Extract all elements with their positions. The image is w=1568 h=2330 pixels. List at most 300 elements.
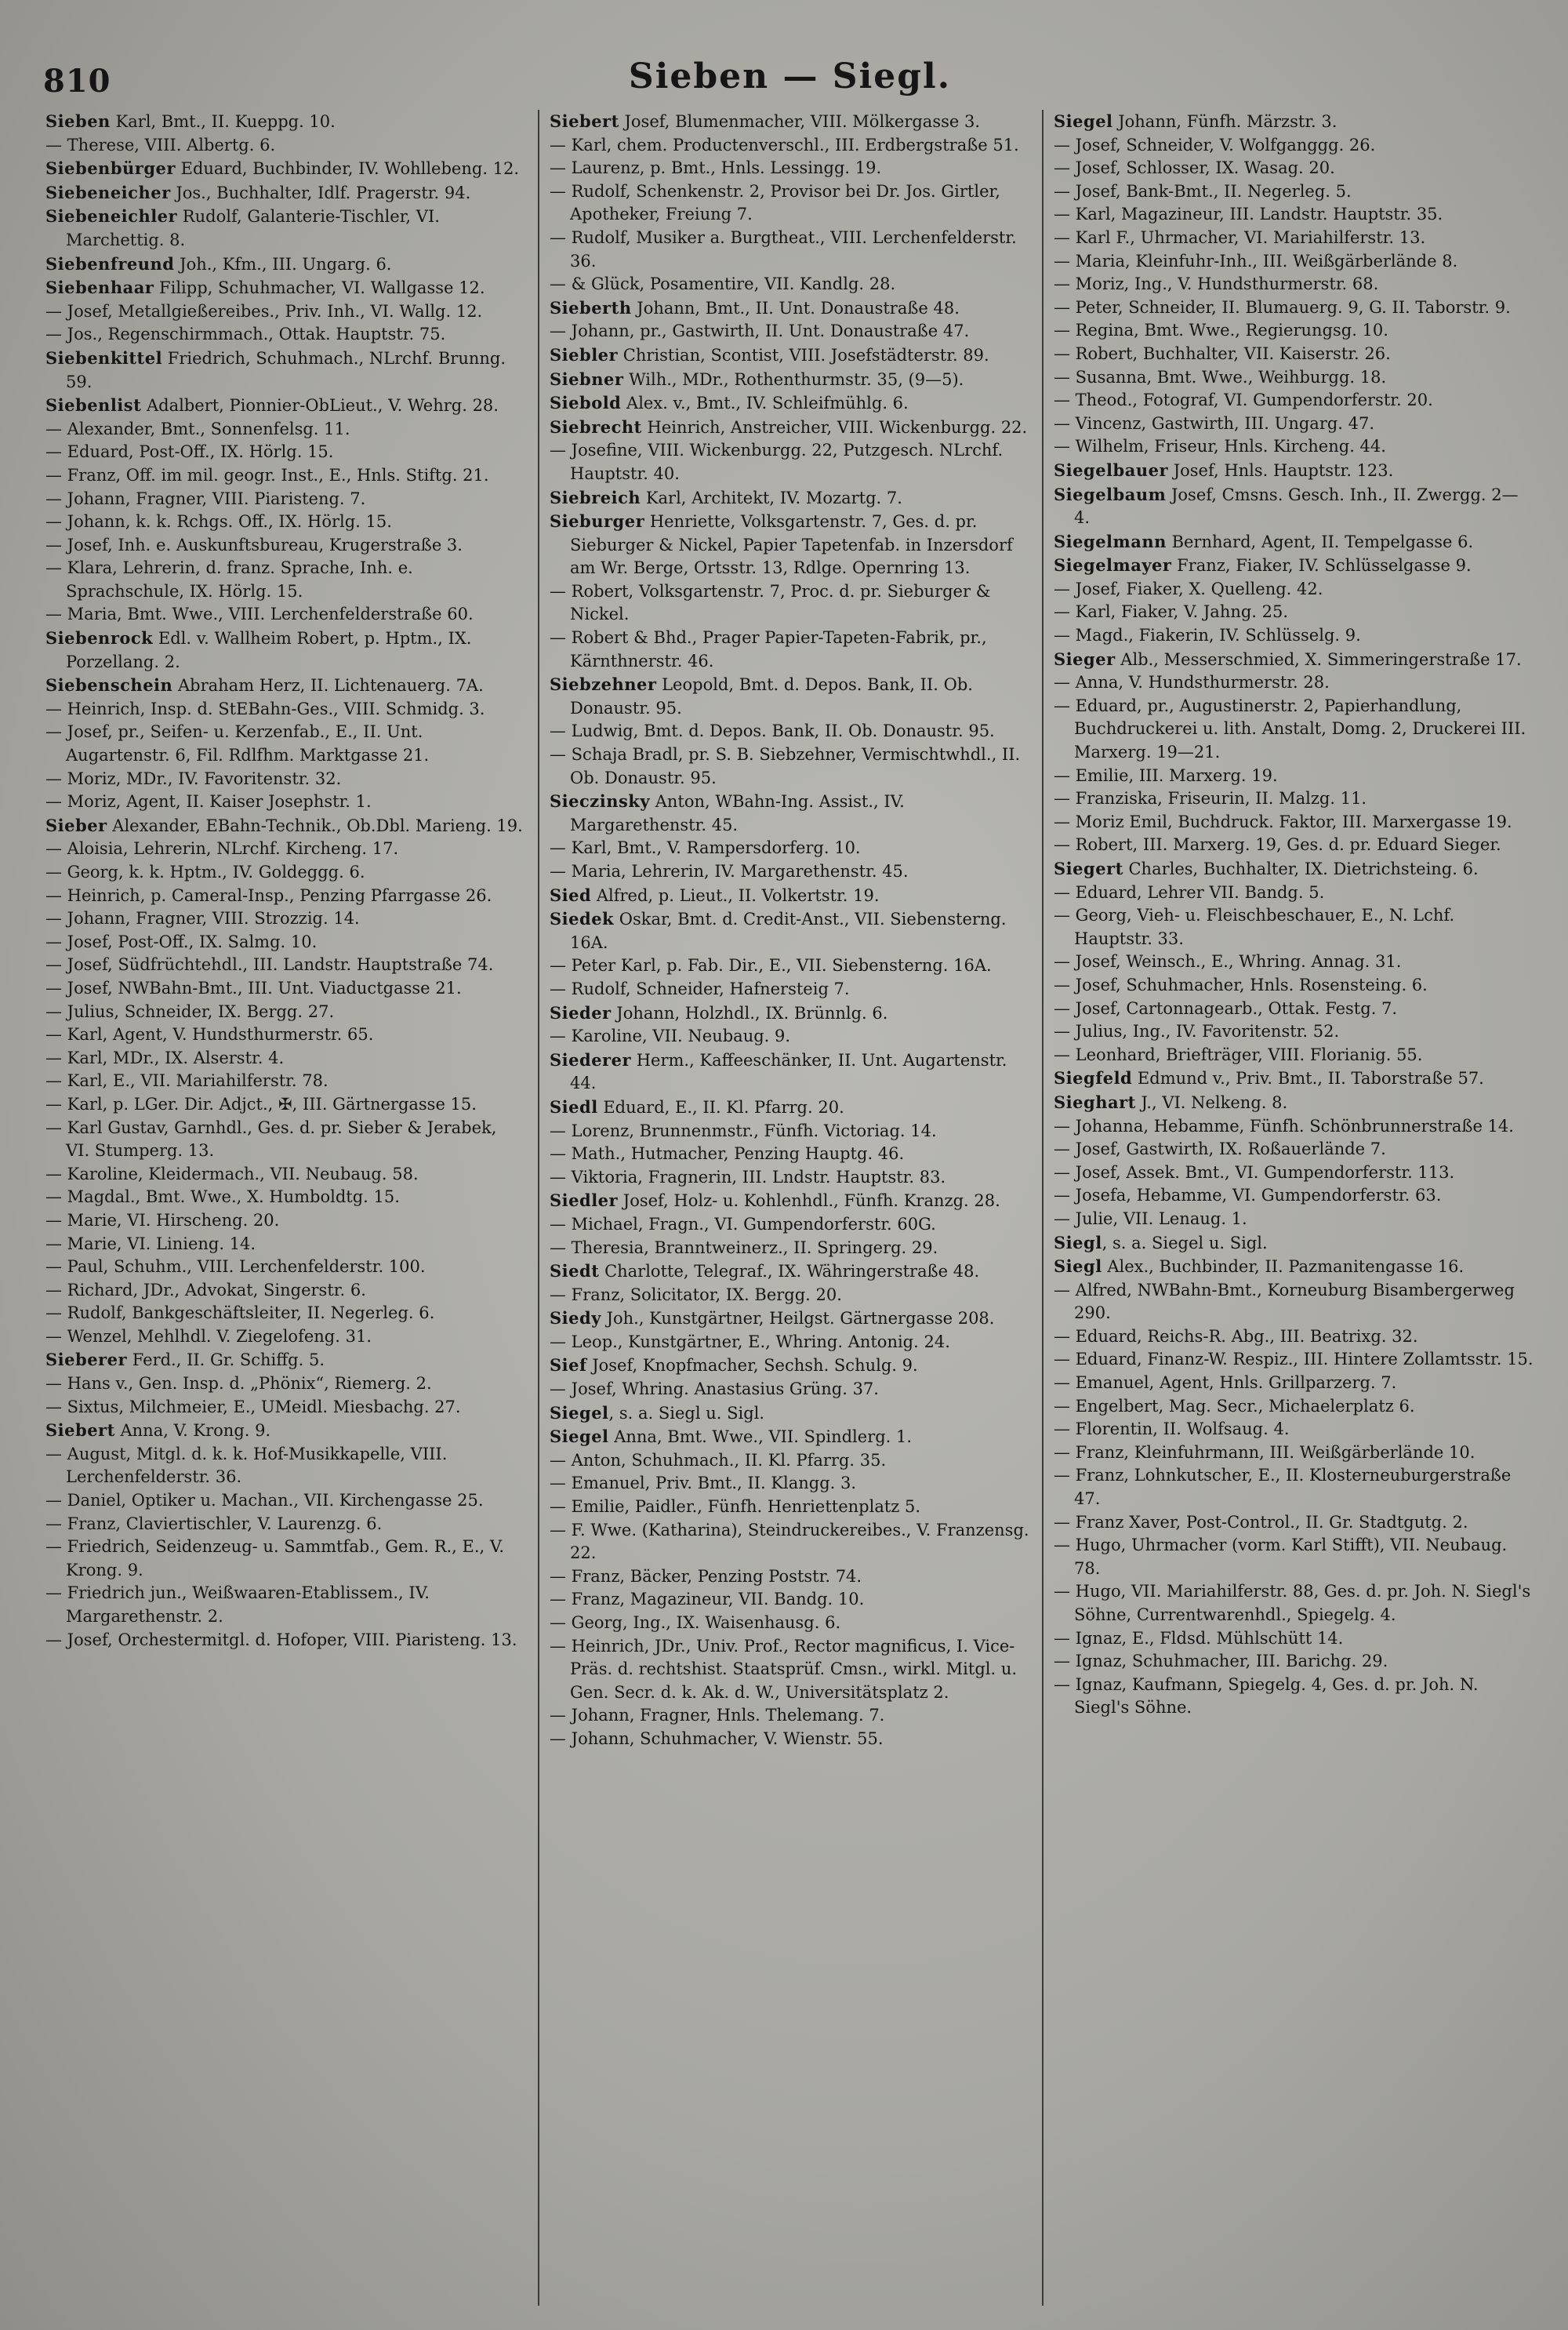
entry-surname: Sieger xyxy=(1054,649,1116,669)
entry-text: — Franziska, Friseurin, II. Malzg. 11. xyxy=(1054,789,1367,809)
entry-surname: Siederer xyxy=(550,1049,632,1070)
directory-entry xyxy=(550,1449,1029,1473)
directory-entry xyxy=(45,488,525,511)
entry-text: — Julius, Schneider, IX. Bergg. 27. xyxy=(45,1001,335,1021)
entry-text: — Julie, VII. Lenaug. 1. xyxy=(1054,1209,1247,1228)
entry-text: — Sixtus, Milchmeier, E., UMeidl. Miesbachg. 27. xyxy=(45,1397,461,1416)
entry-text: — Moriz, Ing., V. Hundsthurmerstr. 68. xyxy=(1054,274,1379,294)
entry-text: — Josef, Inh. e. Auskunftsbureau, Krugerstraße 3. xyxy=(45,535,463,554)
entry-text: — Karl, Magazineur, III. Landstr. Hauptstr. 35. xyxy=(1054,205,1443,224)
directory-entry xyxy=(45,814,525,838)
entry-text: — Josef, Schlosser, IX. Wasag. 20. xyxy=(1054,158,1335,178)
entry-surname: Siebeneicher xyxy=(45,182,171,202)
entry-text: — Peter, Schneider, II. Blumauerg. 9, G. II. Taborstr. 9. xyxy=(1054,297,1511,317)
directory-entry xyxy=(45,1209,525,1233)
directory-entry xyxy=(550,1001,1029,1026)
directory-entry xyxy=(550,1025,1029,1049)
directory-entry xyxy=(550,1728,1029,1751)
entry-text: — Josef, Fiaker, X. Quelleng. 42. xyxy=(1054,579,1323,598)
directory-entry xyxy=(1054,134,1534,158)
directory-entry xyxy=(45,181,525,205)
entry-text: — Schaja Bradl, pr. S. B. Siebzehner, Vermischtwhdl., II. Ob. Donaustr. 95. xyxy=(550,745,1021,787)
entry-text: — Karoline, VII. Neubaug. 9. xyxy=(550,1027,791,1046)
directory-entry xyxy=(550,1704,1029,1728)
directory-entry xyxy=(45,721,525,767)
entry-text: — Moriz, MDr., IV. Favoritenstr. 32. xyxy=(45,769,342,788)
entry-text: — Ignaz, Schuhmacher, III. Barichg. 29. xyxy=(1054,1652,1388,1671)
directory-entry xyxy=(45,768,525,791)
directory-entry xyxy=(550,860,1029,884)
entry-text: — Johann, pr., Gastwirth, II. Unt. Donaustraße 47. xyxy=(550,322,970,341)
entry-text: Heinrich, Anstreicher, VIII. Wickenburgg. 22. xyxy=(641,417,1028,437)
entry-surname: Siegel xyxy=(1054,111,1113,131)
entry-surname: Siedt xyxy=(550,1261,600,1281)
directory-entry xyxy=(550,580,1029,627)
directory-entry xyxy=(1054,180,1534,204)
entry-text: — Aloisia, Lehrerin, NLrchf. Kircheng. 17. xyxy=(45,839,399,859)
entry-text: Jos., Buchhalter, Idlf. Pragerstr. 94. xyxy=(170,183,471,202)
directory-entry xyxy=(1054,157,1534,180)
entry-text: — Michael, Fragn., VI. Gumpendorferstr. 60G. xyxy=(550,1214,936,1234)
entry-text: Franz, Fiaker, IV. Schlüsselgasse 9. xyxy=(1171,556,1472,576)
directory-entry xyxy=(45,205,525,252)
entry-text: — Karoline, Kleidermach., VII. Neubaug. 58. xyxy=(45,1164,419,1183)
entry-text: — Eduard, pr., Augustinerstr. 2, Papierhandlung, Buchdruckerei u. lith. Anstalt, Domg. 2, Druckerei III. Marxerg. 19—21. xyxy=(1054,696,1526,762)
entry-text: — Karl, Bmt., V. Rampersdorferg. 10. xyxy=(550,838,861,858)
directory-entry xyxy=(45,1443,525,1489)
directory-entry xyxy=(45,954,525,977)
directory-entry xyxy=(45,1489,525,1513)
entry-text: Charles, Buchhalter, IX. Dietrichsteing. 6. xyxy=(1123,860,1479,878)
directory-entry xyxy=(45,418,525,442)
directory-entry xyxy=(1054,1020,1534,1044)
directory-entry xyxy=(550,1612,1029,1635)
directory-entry xyxy=(45,534,525,558)
directory-entry xyxy=(45,698,525,722)
entry-text: — Franz, Claviertischler, V. Laurenzg. 6. xyxy=(45,1514,383,1533)
entry-surname: Siegert xyxy=(1054,859,1123,878)
directory-entry xyxy=(45,557,525,603)
entry-surname: Siebert xyxy=(550,111,619,131)
directory-entry xyxy=(1054,648,1534,672)
entry-surname: Siebrecht xyxy=(550,416,642,437)
directory-entry xyxy=(550,1166,1029,1190)
directory-entry xyxy=(550,1588,1029,1612)
directory-entry xyxy=(1054,695,1534,765)
directory-entry xyxy=(45,1186,525,1209)
directory-entry xyxy=(550,1213,1029,1237)
entry-text: — Karl F., Uhrmacher, VI. Mariahilferstr. 13. xyxy=(1054,227,1426,247)
entry-text: — Eduard, Finanz-W. Respiz., III. Hintere Zollamtsstr. 15. xyxy=(1054,1350,1534,1369)
entry-text: — Josef, Orchestermitgl. d. Hofoper, VIII. Piaristeng. 13. xyxy=(45,1630,517,1649)
directory-entry xyxy=(45,1372,525,1396)
entry-text: — Eduard, Post-Off., IX. Hörlg. 15. xyxy=(45,442,334,462)
directory-entry xyxy=(550,134,1029,158)
directory-entry xyxy=(1054,998,1534,1021)
entry-text: Eduard, E., II. Kl. Pfarrg. 20. xyxy=(597,1097,844,1117)
entry-text: — Eduard, Lehrer VII. Bandg. 5. xyxy=(1054,882,1325,902)
entry-surname: Siegelmann xyxy=(1054,531,1167,551)
entry-text: — Theresia, Branntweinerz., II. Springerg. 29. xyxy=(550,1238,938,1257)
column-divider xyxy=(1042,110,1044,2306)
directory-entry xyxy=(45,347,525,394)
entry-surname: Siegel xyxy=(550,1402,609,1423)
entry-text: — Vincenz, Gastwirth, III. Ungarg. 47. xyxy=(1054,413,1375,433)
directory-entry xyxy=(1054,1231,1534,1256)
directory-entry xyxy=(1054,974,1534,998)
directory-entry xyxy=(550,978,1029,1001)
directory-entry xyxy=(550,1472,1029,1496)
directory-entry xyxy=(1054,881,1534,905)
directory-entry xyxy=(45,977,525,1001)
directory-entry xyxy=(45,1163,525,1187)
entry-text: — Rudolf, Musiker a. Burgtheat., VIII. Lerchenfelderstr. 36. xyxy=(550,227,1017,271)
directory-entry xyxy=(550,296,1029,321)
entry-text: — Josef, Cartonnagearb., Ottak. Festg. 7. xyxy=(1054,998,1398,1018)
entry-text: Joh., Kfm., III. Ungarg. 6. xyxy=(174,254,392,274)
entry-text: — Leop., Kunstgärtner, E., Whring. Antonig. 24. xyxy=(550,1332,950,1351)
directory-entry xyxy=(1054,273,1534,296)
directory-entry xyxy=(550,673,1029,720)
entry-text: — Franz, Lohnkutscher, E., II. Klosterneuburgerstraße 47. xyxy=(1054,1466,1512,1509)
entry-surname: Siebreich xyxy=(550,487,641,507)
directory-entry xyxy=(1054,1627,1534,1651)
entry-surname: Sieben xyxy=(45,111,111,131)
entry-text: — Josef, Gastwirth, IX. Roßauerlände 7. xyxy=(1054,1140,1386,1159)
directory-entry xyxy=(1054,554,1534,578)
entry-text: — Engelbert, Mag. Secr., Michaelerplatz 6. xyxy=(1054,1396,1415,1416)
column-divider xyxy=(538,110,539,2306)
directory-entry xyxy=(45,1419,525,1443)
entry-text: — Lorenz, Brunnenmstr., Fünfh. Victoriag. 14. xyxy=(550,1121,937,1140)
directory-entry xyxy=(550,720,1029,743)
entry-text: — Robert, III. Marxerg. 19, Ges. d. pr. Eduard Sieger. xyxy=(1054,835,1501,855)
directory-entry xyxy=(550,1401,1029,1426)
entry-text: — Florentin, II. Wolfsaug. 4. xyxy=(1054,1419,1290,1439)
entry-text: — Wilhelm, Friseur, Hnls. Kircheng. 44. xyxy=(1054,437,1386,456)
directory-entry xyxy=(45,885,525,908)
directory-entry xyxy=(1054,1067,1534,1091)
directory-entry xyxy=(45,1047,525,1070)
entry-text: — Josef, Südfrüchtehdl., III. Landstr. Hauptstraße 74. xyxy=(45,955,494,975)
entry-text: Johann, Holzhdl., IX. Brünnlg. 6. xyxy=(611,1003,888,1023)
directory-entry xyxy=(1054,1091,1534,1115)
entry-text: — Karl, Fiaker, V. Jahng. 25. xyxy=(1054,602,1289,622)
entry-surname: Siebenkittel xyxy=(45,347,163,368)
entry-text: Josef, Knopfmacher, Sechsh. Schulg. 9. xyxy=(586,1356,918,1376)
directory-entry xyxy=(550,227,1029,273)
entry-text: — Franz, Kleinfuhrmann, III. Weißgärberlände 10. xyxy=(1054,1442,1475,1462)
entry-surname: Siebenrock xyxy=(45,628,154,649)
entry-text: — Julius, Ing., IV. Favoritenstr. 52. xyxy=(1054,1022,1340,1041)
directory-entry xyxy=(1054,1580,1534,1627)
directory-entry xyxy=(45,1279,525,1303)
entry-surname: Sieczinsky xyxy=(550,791,651,812)
directory-entry xyxy=(1054,765,1534,788)
entry-surname: Siebenfreund xyxy=(45,253,175,274)
directory-entry xyxy=(550,1189,1029,1213)
entry-surname: Siedy xyxy=(550,1308,601,1329)
directory-entry xyxy=(1054,1348,1534,1372)
entry-text: — Johann, k. k. Rchgs. Off., IX. Hörlg. 15. xyxy=(45,512,392,532)
entry-surname: Siebold xyxy=(550,393,622,413)
entry-text: Alb., Messerschmied, X. Simmeringerstraße 17. xyxy=(1115,649,1522,669)
directory-entry xyxy=(1054,250,1534,274)
directory-entry xyxy=(550,907,1029,954)
entry-text: — Georg, Vieh- u. Fleischbeschauer, E., N. Lchf. Hauptstr. 33. xyxy=(1054,906,1455,948)
entry-text: Leopold, Bmt. d. Depos. Bank, II. Ob. Donaustr. 95. xyxy=(570,675,973,718)
entry-text: Herm., Kaffeeschänker, II. Unt. Augartenstr. 44. xyxy=(570,1050,1007,1093)
directory-entry xyxy=(45,674,525,698)
entry-text: — Josef, Schneider, V. Wolfganggg. 26. xyxy=(1054,135,1376,154)
directory-entry xyxy=(45,1070,525,1093)
directory-entry xyxy=(45,511,525,534)
entry-surname: Siedler xyxy=(550,1190,619,1211)
directory-entry xyxy=(550,1237,1029,1260)
entry-text: Henriette, Volksgartenstr. 7, Ges. d. pr. Sieburger & Nickel, Papier Tapetenfab. in Inzersdorf am Wr. Berge, Ortsstr. 13, Rdlge. Opernring 13. xyxy=(570,512,1013,578)
entry-surname: Siebzehner xyxy=(550,674,657,695)
entry-text: — Franz, Magazineur, VII. Bandg. 10. xyxy=(550,1590,865,1609)
entry-text: Alex., Buchbinder, II. Pazmanitengasse 16. xyxy=(1102,1257,1465,1277)
directory-entry xyxy=(550,1565,1029,1589)
directory-entry xyxy=(45,627,525,674)
entry-surname: Siegelmayer xyxy=(1054,555,1172,576)
directory-entry xyxy=(1054,578,1534,602)
entry-text: Karl, Architekt, IV. Mozartg. 7. xyxy=(641,488,902,507)
directory-entry xyxy=(1054,624,1534,648)
directory-entry xyxy=(1054,296,1534,320)
entry-text: — Therese, VIII. Albertg. 6. xyxy=(45,135,276,154)
directory-entry xyxy=(45,441,525,464)
entry-text: — Franz Xaver, Post-Control., II. Gr. Stadtgutg. 2. xyxy=(1054,1512,1468,1532)
directory-entry xyxy=(45,603,525,627)
directory-entry xyxy=(550,439,1029,485)
entry-text: — Josef, NWBahn-Bmt., III. Unt. Viaductgasse 21. xyxy=(45,978,462,998)
directory-entry xyxy=(550,368,1029,392)
directory-entry xyxy=(45,1396,525,1419)
entry-surname: Sieburger xyxy=(550,511,645,532)
entry-text: — Josef, Metallgießereibes., Priv. Inh., VI. Wallg. 12. xyxy=(45,301,483,321)
directory-entry xyxy=(550,790,1029,837)
directory-entry xyxy=(1054,110,1534,134)
entry-text: — Marie, VI. Hirscheng. 20. xyxy=(45,1210,280,1230)
entry-text: Adalbert, Pionnier-ObLieut., V. Wehrg. 28. xyxy=(141,396,499,416)
directory-entry xyxy=(45,1582,525,1628)
directory-entry xyxy=(1054,530,1534,554)
entry-surname: Sieghart xyxy=(1054,1092,1136,1112)
directory-entry xyxy=(550,416,1029,440)
directory-entry xyxy=(1054,1184,1534,1208)
directory-entry xyxy=(550,1496,1029,1519)
entry-surname: Siegl xyxy=(1054,1232,1102,1252)
directory-entry xyxy=(550,837,1029,860)
entry-text: — Josef, Weinsch., E., Whring. Annag. 31. xyxy=(1054,952,1402,972)
entry-text: Josef, Blumenmacher, VIII. Mölkergasse 3. xyxy=(619,112,981,131)
entry-text: Alex. v., Bmt., IV. Schleifmühlg. 6. xyxy=(621,394,909,413)
entry-text: Charlotte, Telegraf., IX. Währingerstraße 48. xyxy=(599,1262,980,1281)
entry-text: — Johann, Schuhmacher, V. Wienstr. 55. xyxy=(550,1728,884,1748)
directory-entry xyxy=(45,1001,525,1024)
directory-entry xyxy=(45,1233,525,1256)
entry-text: — Friedrich jun., Weißwaaren-Etablissem., IV. Margarethenstr. 2. xyxy=(45,1583,430,1626)
directory-entry xyxy=(1054,671,1534,695)
entry-text: — Rudolf, Schenkenstr. 2, Provisor bei Dr. Jos. Girtler, Apotheker, Freiung 7. xyxy=(550,181,1000,224)
entry-surname: Siegelbaum xyxy=(1054,484,1167,504)
entry-text: — Wenzel, Mehlhdl. V. Ziegelofeng. 31. xyxy=(45,1326,372,1346)
entry-text: — Moriz, Agent, II. Kaiser Josephstr. 1. xyxy=(45,792,372,812)
entry-text: — Eduard, Reichs-R. Abg., III. Beatrixg. 32. xyxy=(1054,1326,1418,1346)
entry-text: — Karl, chem. Productenverschl., III. Erdbergstraße 51. xyxy=(550,135,1019,154)
entry-text: — Josef, Post-Off., IX. Salmg. 10. xyxy=(45,932,318,951)
entry-text: — Georg, k. k. Hptm., IV. Goldeggg. 6. xyxy=(45,863,365,881)
directory-entry xyxy=(45,464,525,488)
entry-text: — Maria, Lehrerin, IV. Margarethenstr. 45. xyxy=(550,862,909,881)
directory-entry xyxy=(1054,1279,1534,1325)
entry-text: Alfred, p. Lieut., II. Volkertstr. 19. xyxy=(591,885,880,905)
entry-text: — Hugo, Uhrmacher (vorm. Karl Stifft), VII. Neubaug. 78. xyxy=(1054,1536,1508,1578)
entry-text: — Friedrich, Seidenzeug- u. Sammtfab., Gem. R., E., V. Krong. 9. xyxy=(45,1537,505,1579)
directory-entry xyxy=(1054,951,1534,974)
entry-text: — Karl, MDr., IX. Alserstr. 4. xyxy=(45,1048,285,1067)
directory-entry xyxy=(550,1635,1029,1705)
entry-surname: Sief xyxy=(550,1355,587,1376)
entry-text: — Susanna, Bmt. Wwe., Weihburgg. 18. xyxy=(1054,367,1387,387)
directory-entry xyxy=(45,1536,525,1582)
directory-entry xyxy=(45,1093,525,1117)
entry-text: Johann, Fünfh. Märzstr. 3. xyxy=(1112,112,1338,131)
page-number: 810 xyxy=(43,63,111,100)
directory-entry xyxy=(45,1325,525,1349)
entry-text: — Emanuel, Agent, Hnls. Grillparzerg. 7. xyxy=(1054,1373,1397,1393)
entry-text: , s. a. Siegl u. Sigl. xyxy=(608,1403,765,1423)
entry-text: Eduard, Buchbinder, IV. Wohllebeng. 12. xyxy=(175,159,520,179)
entry-surname: Siedl xyxy=(550,1096,598,1117)
entry-surname: Siebenhaar xyxy=(45,278,154,298)
entry-text: — Franz, Off. im mil. geogr. Inst., E., Hnls. Stiftg. 21. xyxy=(45,465,489,485)
entry-text: — Karl Gustav, Garnhdl., Ges. d. pr. Sieber & Jerabek, VI. Stumperg. 13. xyxy=(45,1118,497,1161)
entry-surname: Sieberth xyxy=(550,297,632,318)
entry-surname: Sied xyxy=(550,885,592,905)
entry-text: — Leonhard, Briefträger, VIII. Florianig. 55. xyxy=(1054,1045,1423,1064)
directory-entry xyxy=(550,1284,1029,1307)
entry-text: — Josefine, VIII. Wickenburgg. 22, Putzgesch. NLrchf. Hauptstr. 40. xyxy=(550,441,1004,483)
directory-entry xyxy=(550,1307,1029,1331)
entry-text: — Josef, Whring. Anastasius Grüng. 37. xyxy=(550,1379,879,1399)
directory-entry xyxy=(45,1023,525,1047)
entry-text: — Robert & Bhd., Prager Papier-Tapeten-Fabrik, pr., Kärnthnerstr. 46. xyxy=(550,628,987,671)
entry-text: — Heinrich, Insp. d. StEBahn-Ges., VIII. Schmidg. 3. xyxy=(45,699,485,718)
entry-text: — Johann, Fragner, VIII. Piaristeng. 7. xyxy=(45,489,366,508)
entry-text: — Franz, Solicitator, IX. Bergg. 20. xyxy=(550,1285,842,1304)
directory-entry xyxy=(1054,834,1534,857)
entry-text: Rudolf, Galanterie-Tischler, VI. Marchettig. 8. xyxy=(66,207,440,249)
entry-surname: Sieder xyxy=(550,1002,612,1023)
directory-entry xyxy=(45,861,525,885)
column-1 xyxy=(45,110,525,2306)
directory-entry xyxy=(1054,1674,1534,1720)
directory-entry xyxy=(1054,459,1534,483)
directory-entry xyxy=(1054,227,1534,250)
directory-entry xyxy=(550,510,1029,580)
entry-text: — Laurenz, p. Bmt., Hnls. Lessingg. 19. xyxy=(550,158,882,178)
entry-text: — Ludwig, Bmt. d. Depos. Bank, II. Ob. Donaustr. 95. xyxy=(550,722,995,741)
entry-text: Ferd., II. Gr. Schiffg. 5. xyxy=(127,1350,325,1370)
entry-surname: Siebenbürger xyxy=(45,158,176,179)
directory-entry xyxy=(550,180,1029,227)
directory-entry xyxy=(1054,1044,1534,1067)
directory-entry xyxy=(550,884,1029,908)
entry-text: — Regina, Bmt. Wwe., Regierungsg. 10. xyxy=(1054,321,1388,340)
directory-entry xyxy=(45,110,525,134)
entry-text: Anna, Bmt. Wwe., VII. Spindlerg. 1. xyxy=(608,1427,913,1447)
entry-text: — Josef, Bank-Bmt., II. Negerleg. 5. xyxy=(1054,181,1352,201)
entry-surname: Siegfeld xyxy=(1054,1068,1133,1089)
directory-entry xyxy=(45,1513,525,1536)
entry-surname: Siebenschein xyxy=(45,675,173,696)
entry-text: — Karl, E., VII. Mariahilferstr. 78. xyxy=(45,1071,328,1091)
entry-text: — Marie, VI. Linieng. 14. xyxy=(45,1234,256,1253)
directory-entry xyxy=(1054,1325,1534,1349)
column-3 xyxy=(1054,110,1534,2306)
directory-entry xyxy=(1054,319,1534,343)
entry-text: — Emilie, Paidler., Fünfh. Henriettenplatz 5. xyxy=(550,1497,921,1517)
entry-text: Karl, Bmt., II. Kueppg. 10. xyxy=(110,112,336,131)
entry-text: — Georg, Ing., IX. Waisenhausg. 6. xyxy=(550,1613,841,1632)
entry-text: — Ignaz, Kaufmann, Spiegelg. 4, Ges. d. pr. Joh. N. Siegl's Söhne. xyxy=(1054,1674,1479,1718)
page-header xyxy=(43,49,1537,104)
directory-entry xyxy=(550,273,1029,296)
entry-text: Wilh., MDr., Rothenthurmstr. 35, (9—5). xyxy=(623,369,964,389)
directory-entry xyxy=(1054,601,1534,624)
entry-text: — Magd., Fiakerin, IV. Schlüsselg. 9. xyxy=(1054,626,1361,645)
entry-text: — & Glück, Posamentire, VII. Kandlg. 28. xyxy=(550,274,896,294)
directory-entry xyxy=(1054,389,1534,413)
entry-surname: Sieber xyxy=(45,815,107,835)
directory-entry xyxy=(45,1256,525,1279)
directory-entry xyxy=(550,743,1029,790)
directory-entry xyxy=(45,253,525,277)
entry-text: — Peter Karl, p. Fab. Dir., E., VII. Siebensterng. 16A. xyxy=(550,956,992,976)
entry-text: Edmund v., Priv. Bmt., II. Taborstraße 57. xyxy=(1132,1069,1484,1089)
entry-text: — Math., Hutmacher, Penzing Hauptg. 46. xyxy=(550,1144,905,1164)
column-2 xyxy=(550,110,1029,2306)
entry-text: Josef, Holz- u. Kohlenhdl., Fünfh. Kranzg. 28. xyxy=(618,1191,1000,1211)
entry-text: Friedrich, Schuhmach., NLrchf. Brunng. 59. xyxy=(66,348,506,391)
directory-entry xyxy=(45,394,525,418)
entry-text: — Alfred, NWBahn-Bmt., Korneuburg Bisambergerweg 290. xyxy=(1054,1280,1515,1323)
entry-text: — Jos., Regenschirmmach., Ottak. Hauptstr. 75. xyxy=(45,325,446,344)
directory-entry xyxy=(1054,787,1534,811)
directory-entry xyxy=(1054,483,1534,530)
entry-text: — Emanuel, Priv. Bmt., II. Klangg. 3. xyxy=(550,1474,857,1493)
directory-entry xyxy=(45,838,525,861)
running-head: Sieben — Siegl. xyxy=(628,56,952,96)
entry-text: Joh., Kunstgärtner, Heilgst. Gärtnergasse 208. xyxy=(601,1309,995,1329)
entry-text: — Josef, Schuhmacher, Hnls. Rosensteing. 6. xyxy=(1054,975,1428,994)
directory-entry xyxy=(45,1117,525,1163)
directory-entry xyxy=(550,486,1029,511)
directory-entry xyxy=(550,1378,1029,1401)
directory-entry xyxy=(550,1143,1029,1166)
entry-text: — Anna, V. Hundsthurmerstr. 28. xyxy=(1054,673,1330,692)
entry-text: Johann, Bmt., II. Unt. Donaustraße 48. xyxy=(631,298,960,318)
entry-text: — Rudolf, Schneider, Hafnersteig 7. xyxy=(550,979,850,998)
entry-text: — Ignaz, E., Fldsd. Mühlschütt 14. xyxy=(1054,1628,1344,1648)
entry-surname: Siegel xyxy=(550,1427,609,1447)
directory-entry xyxy=(1054,435,1534,459)
directory-entry xyxy=(550,1331,1029,1354)
entry-text: — Johanna, Hebamme, Fünfh. Schönbrunnerstraße 14. xyxy=(1054,1116,1514,1136)
